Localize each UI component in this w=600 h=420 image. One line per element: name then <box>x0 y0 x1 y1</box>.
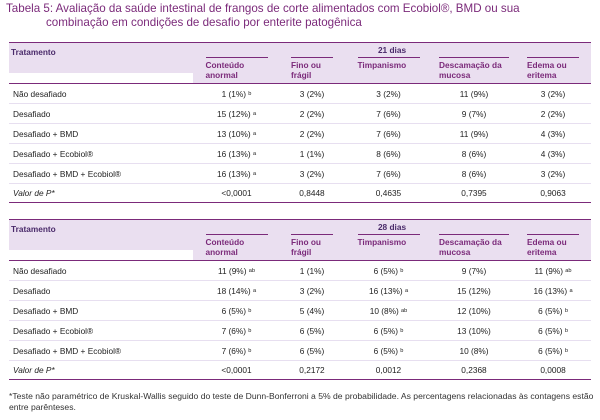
table-row <box>9 84 591 104</box>
row-label: Desafiado + Ecobiol® <box>9 321 193 341</box>
col-header-descamacao: Descamação da mucosa <box>439 57 509 80</box>
cell: 18 (14%) ᵃ <box>193 281 280 301</box>
p-value: 0,4635 <box>344 184 433 203</box>
title-line-2: combinação em condições de desafio por enterite patogênica <box>46 16 362 29</box>
cell: 6 (5%) ᵇ <box>344 321 433 341</box>
cell: 11 (9%) <box>433 84 515 104</box>
col-header-timpanismo: Timpanismo <box>358 234 420 247</box>
column-header-row <box>9 57 591 84</box>
p-value-row <box>9 361 591 380</box>
table-row <box>9 341 591 361</box>
col-header-fino: Fino ou frágil <box>291 57 333 80</box>
cell: 8 (6%) <box>344 144 433 164</box>
p-value: 0,2172 <box>280 361 344 380</box>
p-value: 0,7395 <box>433 184 515 203</box>
cell: 5 (4%) <box>280 301 344 321</box>
table-row <box>9 261 591 281</box>
row-label: Não desafiado <box>9 261 193 281</box>
table-row <box>9 124 591 144</box>
title-line-1: Tabela 5: Avaliação da saúde intestinal de frangos de corte alimentados com Ecobiol®, BMD ou sua <box>6 2 520 15</box>
day-label: 21 dias <box>193 43 591 58</box>
cell: 1 (1%) <box>280 144 344 164</box>
cell: 1 (1%) ᵇ <box>193 84 280 104</box>
col-header-conteudo: Conteúdo anormal <box>206 57 268 80</box>
p-value: 0,0008 <box>515 361 591 380</box>
cell: 7 (6%) ᵇ <box>193 341 280 361</box>
table-row <box>9 281 591 301</box>
cell: 6 (5%) ᵇ <box>344 261 433 281</box>
p-value: <0,0001 <box>193 184 280 203</box>
row-label: Desafiado + BMD + Ecobiol® <box>9 164 193 184</box>
table-row <box>9 321 591 341</box>
col-header-fino: Fino ou frágil <box>291 234 333 257</box>
cell: 6 (5%) ᵇ <box>515 321 591 341</box>
p-value: <0,0001 <box>193 361 280 380</box>
cell: 6 (5%) <box>280 321 344 341</box>
column-header-row <box>9 234 591 261</box>
col-header-edema: Edema ou eritema <box>527 234 579 257</box>
cell: 6 (5%) ᵇ <box>193 301 280 321</box>
col-header-descamacao: Descamação da mucosa <box>439 234 509 257</box>
cell: 3 (2%) <box>280 84 344 104</box>
p-value-label: Valor de P* <box>9 361 193 380</box>
p-value: 0,0012 <box>344 361 433 380</box>
table-row <box>9 104 591 124</box>
table-21-dias <box>9 42 591 203</box>
p-value: 0,2368 <box>433 361 515 380</box>
cell: 6 (5%) ᵇ <box>344 341 433 361</box>
col-header-conteudo: Conteúdo anormal <box>206 234 268 257</box>
cell: 13 (10%) <box>433 321 515 341</box>
p-value-row <box>9 184 591 203</box>
row-label: Desafiado + Ecobiol® <box>9 144 193 164</box>
cell: 3 (2%) <box>280 281 344 301</box>
table-row <box>9 164 591 184</box>
cell: 2 (2%) <box>280 104 344 124</box>
cell: 2 (2%) <box>515 104 591 124</box>
p-value: 0,9063 <box>515 184 591 203</box>
p-value-label: Valor de P* <box>9 184 193 203</box>
table-row <box>9 144 591 164</box>
cell: 3 (2%) <box>280 164 344 184</box>
cell: 6 (5%) ᵇ <box>515 341 591 361</box>
day-label: 28 dias <box>193 220 591 235</box>
cell: 3 (2%) <box>515 84 591 104</box>
cell: 10 (8%) <box>433 341 515 361</box>
cell: 3 (2%) <box>344 84 433 104</box>
col-header-timpanismo: Timpanismo <box>358 57 420 70</box>
cell: 4 (3%) <box>515 144 591 164</box>
row-label: Não desafiado <box>9 84 193 104</box>
cell: 7 (6%) <box>344 164 433 184</box>
col-header-edema: Edema ou eritema <box>527 57 579 80</box>
cell: 11 (9%) <box>433 124 515 144</box>
footnote: *Teste não paramétrico de Kruskal-Wallis seguido do teste de Dunn-Bonferroni a 5% de probabilidade. As percentagens relacionadas às contagens estão entre parênteses. <box>9 391 594 412</box>
row-label: Desafiado + BMD + Ecobiol® <box>9 341 193 361</box>
cell: 6 (5%) ᵇ <box>515 301 591 321</box>
cell: 16 (13%) ᵃ <box>344 281 433 301</box>
cell: 11 (9%) ᵃᵇ <box>515 261 591 281</box>
cell: 13 (10%) ᵃ <box>193 124 280 144</box>
row-label: Desafiado <box>9 104 193 124</box>
cell: 16 (13%) ᵃ <box>515 281 591 301</box>
cell: 7 (6%) <box>344 124 433 144</box>
cell: 4 (3%) <box>515 124 591 144</box>
treatment-header: Tratamento <box>9 47 193 74</box>
cell: 7 (6%) <box>344 104 433 124</box>
row-label: Desafiado + BMD <box>9 301 193 321</box>
cell: 3 (2%) <box>515 164 591 184</box>
cell: 9 (7%) <box>433 261 515 281</box>
p-value: 0,8448 <box>280 184 344 203</box>
cell: 16 (13%) ᵃ <box>193 144 280 164</box>
row-label: Desafiado + BMD <box>9 124 193 144</box>
table-28-dias <box>9 219 591 380</box>
cell: 1 (1%) <box>280 261 344 281</box>
cell: 8 (6%) <box>433 144 515 164</box>
cell: 11 (9%) ᵃᵇ <box>193 261 280 281</box>
cell: 6 (5%) <box>280 341 344 361</box>
cell: 7 (6%) ᵇ <box>193 321 280 341</box>
treatment-header: Tratamento <box>9 224 193 251</box>
cell: 9 (7%) <box>433 104 515 124</box>
cell: 15 (12%) ᵃ <box>193 104 280 124</box>
row-label: Desafiado <box>9 281 193 301</box>
cell: 10 (8%) ᵃᵇ <box>344 301 433 321</box>
cell: 16 (13%) ᵃ <box>193 164 280 184</box>
cell: 2 (2%) <box>280 124 344 144</box>
cell: 15 (12%) <box>433 281 515 301</box>
table-title <box>6 2 596 30</box>
cell: 12 (10%) <box>433 301 515 321</box>
table-row <box>9 301 591 321</box>
cell: 8 (6%) <box>433 164 515 184</box>
